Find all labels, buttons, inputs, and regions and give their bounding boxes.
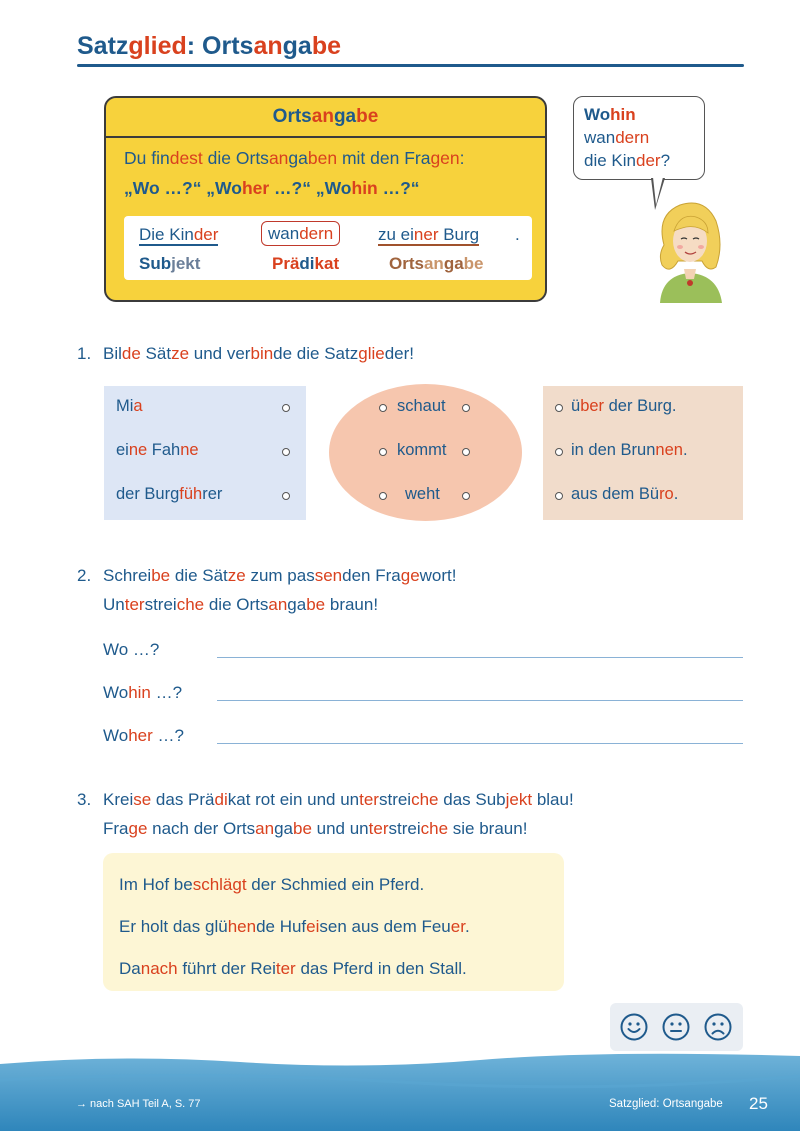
task-1-number: 1. — [77, 344, 92, 363]
example-period: . — [515, 225, 520, 244]
exercise-sentence: Danach führt der Reiter das Pferd in den Stall. — [119, 959, 467, 978]
example-subject-word: Die Kinder — [139, 225, 219, 244]
subject-option: eine Fahne — [116, 441, 199, 459]
connect-dot[interactable] — [462, 404, 470, 412]
connect-dot[interactable] — [379, 492, 387, 500]
subject-option: der Burgführer — [116, 485, 223, 503]
smiley-neutral-icon[interactable] — [662, 1013, 690, 1041]
connect-dot[interactable] — [282, 404, 290, 412]
verb-option: schaut — [397, 397, 446, 415]
footer-topic: Satzglied: Ortsangabe — [609, 1098, 723, 1110]
speech-bubble — [573, 96, 705, 180]
task-1-instruction — [77, 344, 414, 364]
example-predicate-label: Prädikat — [272, 254, 340, 273]
info-box-questions: „Wo …?“ „Woher …?“ „Wohin …?“ — [124, 178, 420, 198]
smiley-sad-icon[interactable] — [704, 1013, 732, 1041]
example-subject-label: Subjekt — [139, 254, 201, 273]
title-underline — [77, 64, 744, 67]
exercise-sentence: Er holt das glühende Hufeisen aus dem Feuer. — [119, 917, 470, 936]
sentence-box — [103, 853, 564, 991]
question-where-to: Wohin …? — [103, 683, 183, 702]
smiley-happy-icon[interactable] — [620, 1013, 648, 1041]
place-option: über der Burg. — [571, 397, 677, 415]
answer-line-where-from[interactable] — [217, 743, 743, 744]
subject-option: Mia — [116, 397, 143, 415]
example-sentence-card — [124, 216, 532, 280]
task-3-text: Kreise das Prädikat rot ein und unterstreiche das Subjekt blau! — [103, 790, 574, 809]
task-3-instruction — [77, 790, 574, 810]
connect-dot[interactable] — [462, 492, 470, 500]
connect-dot[interactable] — [555, 404, 563, 412]
answer-line-where[interactable] — [217, 657, 743, 658]
place-option: in den Brunnen. — [571, 441, 688, 459]
footer-reference: → nach SAH Teil A, S. 77 — [76, 1098, 201, 1110]
question-where-from: Woher …? — [103, 726, 184, 745]
task-3-text-line-2: Frage nach der Ortsangabe und unterstreiche sie braun! — [103, 819, 528, 838]
girl-illustration — [650, 195, 730, 303]
verb-option: weht — [405, 485, 440, 503]
connect-dot[interactable] — [282, 492, 290, 500]
task-1-text: Bilde Sätze und verbinde die Satzglieder! — [103, 344, 414, 363]
verb-option: kommt — [397, 441, 447, 459]
bubble-line-2: wandern — [584, 128, 650, 147]
connect-dot[interactable] — [555, 492, 563, 500]
footer-wave-band — [0, 1050, 800, 1131]
example-place-text: zu einer Burg — [378, 225, 480, 244]
task-3-number: 3. — [77, 790, 92, 809]
connect-dot[interactable] — [462, 448, 470, 456]
place-option: aus dem Büro. — [571, 485, 679, 503]
info-box-heading: Ortsangabe — [272, 106, 379, 127]
exercise-sentence: Im Hof beschlägt der Schmied ein Pferd. — [119, 875, 425, 894]
task-2-text: Schreibe die Sätze zum passenden Fragewort! — [103, 566, 457, 585]
example-place-label: Ortsangabe — [389, 254, 484, 273]
question-where: Wo …? — [103, 640, 160, 659]
task-2-text-line-2: Unterstreiche die Ortsangabe braun! — [103, 595, 379, 614]
task-2-number: 2. — [77, 566, 92, 585]
example-place-word — [378, 225, 479, 246]
connect-dot[interactable] — [379, 404, 387, 412]
task-2-instruction — [77, 566, 457, 586]
connect-dot[interactable] — [555, 448, 563, 456]
self-assessment-panel — [610, 1003, 743, 1051]
page-number: 25 — [749, 1094, 768, 1113]
bubble-line-3: die Kinder? — [584, 151, 671, 170]
connect-dot[interactable] — [282, 448, 290, 456]
info-box-divider — [106, 136, 545, 138]
example-predicate-word: wandern — [261, 221, 340, 246]
connect-dot[interactable] — [379, 448, 387, 456]
info-box — [104, 96, 547, 302]
bubble-line-1: Wohin — [584, 105, 636, 124]
page-title: Satzglied: Ortsangabe — [77, 32, 341, 60]
info-box-text: Du findest die Ortsangaben mit den Fragen: — [124, 148, 465, 168]
answer-line-where-to[interactable] — [217, 700, 743, 701]
